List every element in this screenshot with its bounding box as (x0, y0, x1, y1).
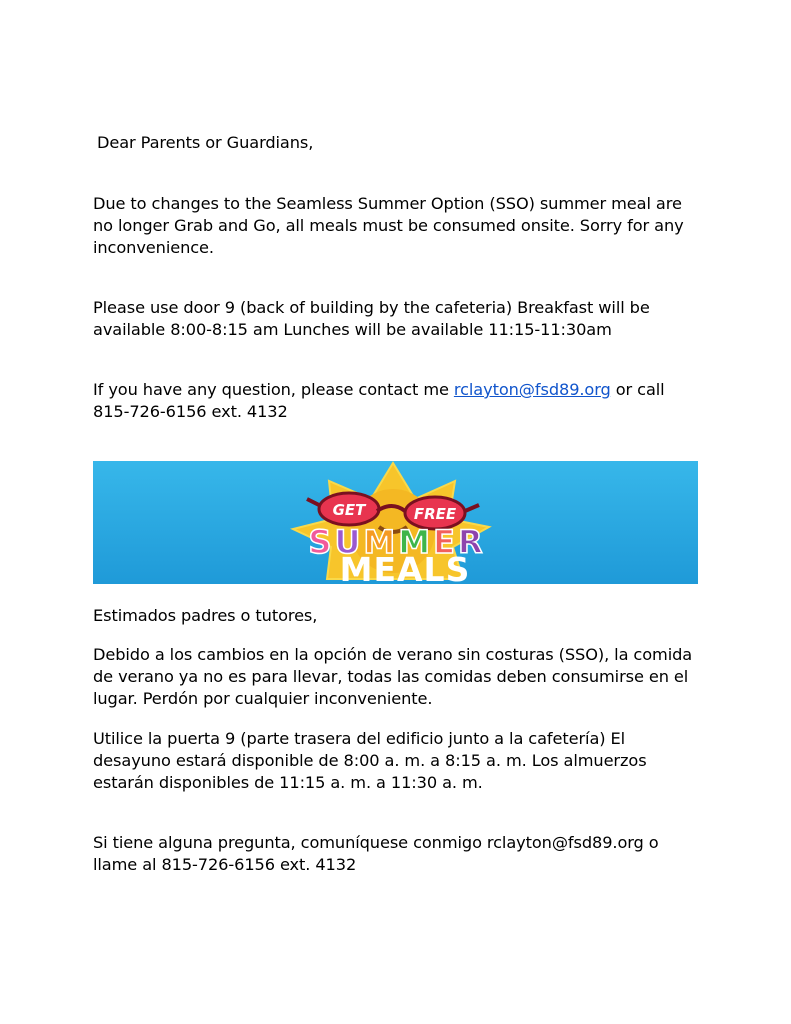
greeting-english (97, 132, 712, 154)
paragraph-line: Utilice la puerta 9 (parte trasera del edificio junto a la cafetería) El (93, 729, 626, 748)
greeting-spanish-text: Estimados padres o tutores, (93, 606, 318, 625)
paragraph-line: available 8:00-8:15 am Lunches will be available 11:15-11:30am (93, 320, 612, 339)
paragraph-line: desayuno estará disponible de 8:00 a. m. a 8:15 a. m. Los almuerzos (93, 751, 647, 770)
email-link[interactable]: rclayton@fsd89.org (453, 380, 611, 399)
paragraph-line: Debido a los cambios en la opción de verano sin costuras (SSO), la comida (93, 645, 693, 664)
summer-meals-banner (93, 461, 698, 584)
paragraph-line: inconvenience. (93, 238, 214, 257)
paragraph-door-times (93, 297, 708, 341)
banner-meals-text: MEALS (339, 550, 471, 584)
contact-phone: 815-726-6156 ext. 4132 (93, 402, 288, 421)
banner-free-text: FREE (413, 505, 457, 523)
contact-text-after: or call (610, 380, 665, 399)
paragraph-line: llame al 815-726-6156 ext. 4132 (93, 855, 357, 874)
paragraph-line: Si tiene alguna pregunta, comuníquese conmigo rclayton@fsd89.org o (93, 833, 659, 852)
contact-text-before: If you have any question, please contact me (93, 380, 454, 399)
paragraph-line: Due to changes to the Seamless Summer Option (SSO) summer meal are (93, 194, 682, 213)
paragraph-line: Please use door 9 (back of building by the cafeteria) Breakfast will be (93, 298, 650, 317)
summer-letter: S (308, 523, 335, 561)
banner-graphic (93, 461, 698, 584)
summer-letter: R (457, 523, 486, 561)
paragraph-sso-change-spanish (93, 644, 708, 710)
paragraph-sso-change (93, 193, 708, 259)
paragraph-line: lugar. Perdón por cualquier inconveniente. (93, 689, 433, 708)
summer-letter: U (334, 523, 364, 561)
summer-letter: M (363, 523, 399, 561)
summer-letter: M (398, 523, 434, 561)
paragraph-line: no longer Grab and Go, all meals must be consumed onsite. Sorry for any (93, 216, 684, 235)
paragraph-door-times-spanish (93, 728, 708, 794)
greeting-spanish (93, 605, 708, 627)
greeting-english-text: Dear Parents or Guardians, (97, 133, 314, 152)
paragraph-line (93, 379, 708, 401)
paragraph-line: de verano ya no es para llevar, todas las comidas deben consumirse en el (93, 667, 689, 686)
summer-letter: E (433, 523, 458, 561)
paragraph-contact (93, 379, 708, 423)
paragraph-contact-spanish (93, 832, 708, 876)
paragraph-line: estarán disponibles de 11:15 a. m. a 11:30 a. m. (93, 773, 483, 792)
banner-get-text: GET (332, 501, 366, 519)
